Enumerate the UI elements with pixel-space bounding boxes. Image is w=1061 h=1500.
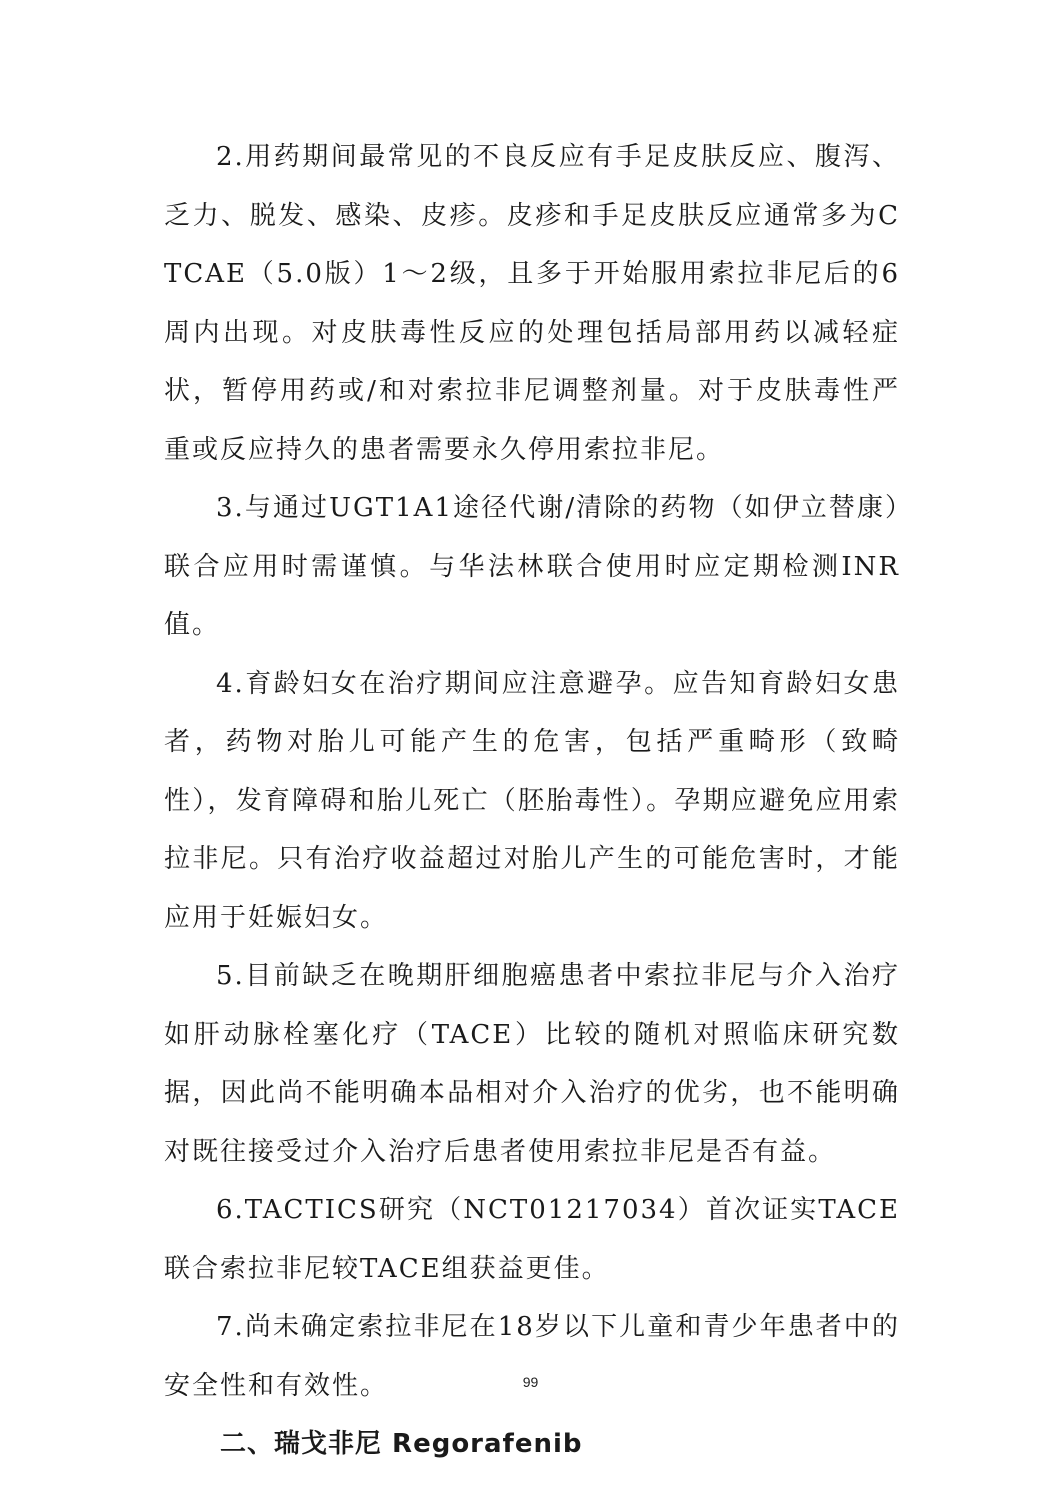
paragraph-item-5: 5.目前缺乏在晚期肝细胞癌患者中索拉非尼与介入治疗如肝动脉栓塞化疗（TACE）比较的随机对照临床研究数据，因此尚不能明确本品相对介入治疗的优劣，也不能明确对既往接受过介入治疗后患者使用索拉非尼是否有益。 xyxy=(164,961,900,1167)
paragraph-item-6: 6.TACTICS研究（NCT01217034）首次证实TACE联合索拉非尼较TACE组获益更佳。 xyxy=(164,1195,900,1284)
page-body xyxy=(164,128,900,1474)
paragraph-item-4: 4.育龄妇女在治疗期间应注意避孕。应告知育龄妇女患者，药物对胎儿可能产生的危害，包括严重畸形（致畸性），发育障碍和胎儿死亡（胚胎毒性）。孕期应避免应用索拉非尼。只有治疗收益超过对胎儿产生的可能危害时，才能应用于妊娠妇女。 xyxy=(164,668,900,933)
paragraph-item-7: 7.尚未确定索拉非尼在18岁以下儿童和青少年患者中的安全性和有效性。 xyxy=(164,1312,900,1401)
section-heading: 二、瑞戈非尼 Regorafenib xyxy=(220,1429,583,1459)
paragraph-item-3: 3.与通过UGT1A1途径代谢/清除的药物（如伊立替康）联合应用时需谨慎。与华法林联合使用时应定期检测INR值。 xyxy=(164,493,900,640)
page-number: 99 xyxy=(522,1374,539,1390)
paragraph-item-2: 2.用药期间最常见的不良反应有手足皮肤反应、腹泻、乏力、脱发、感染、皮疹。皮疹和手足皮肤反应通常多为CTCAE（5.0版）1～2级，且多于开始服用索拉非尼后的6周内出现。对皮肤毒性反应的处理包括局部用药以减轻症状，暂停用药或/和对索拉非尼调整剂量。对于皮肤毒性严重或反应持久的患者需要永久停用索拉非尼。 xyxy=(164,142,900,465)
